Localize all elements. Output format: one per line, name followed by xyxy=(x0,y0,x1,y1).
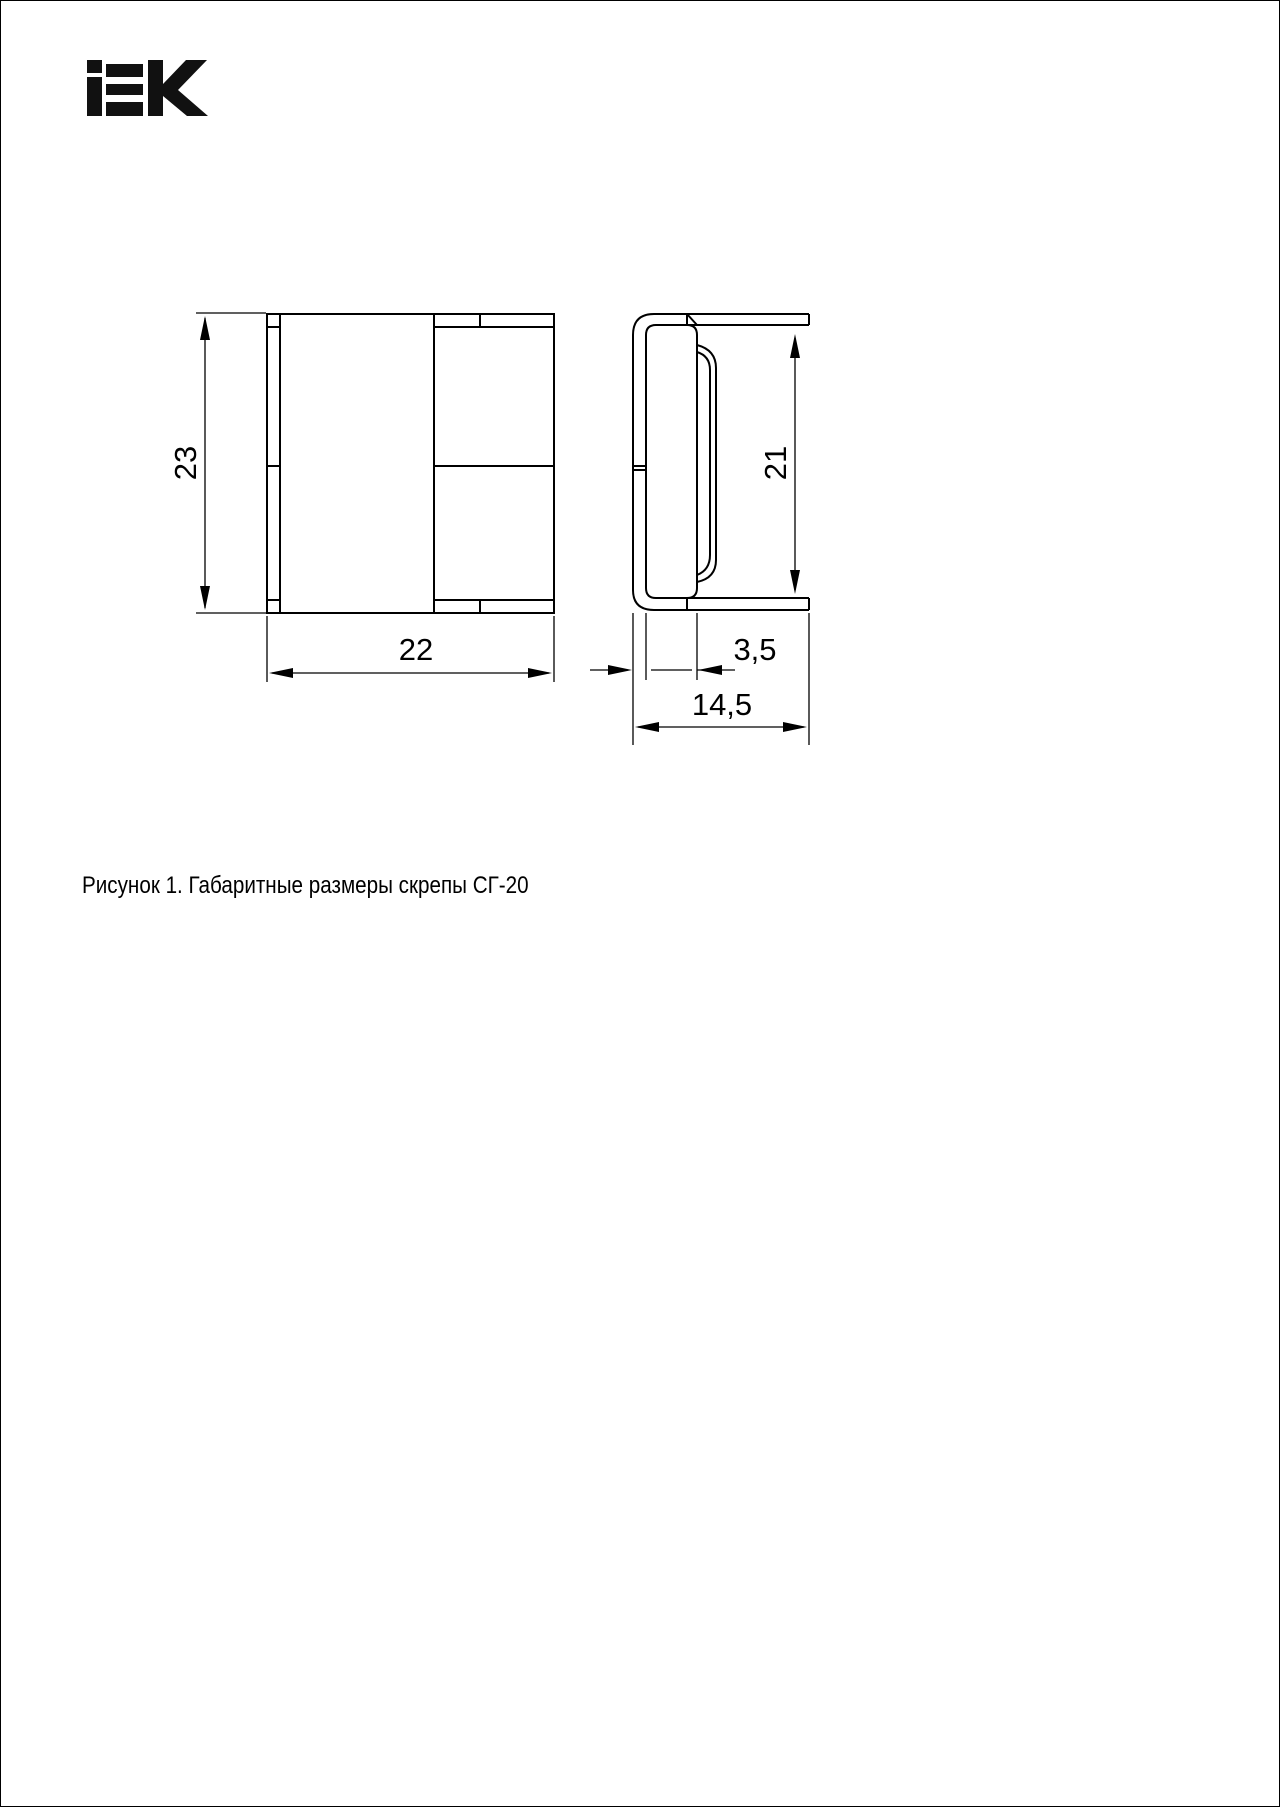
side-spring xyxy=(697,345,716,582)
front-view xyxy=(267,314,554,613)
figure-caption: Рисунок 1. Габаритные размеры скрепы СГ-20 xyxy=(82,872,529,899)
dim-label-depth-14-5: 14,5 xyxy=(691,687,753,722)
side-dimensions xyxy=(590,338,809,745)
arrowhead xyxy=(269,668,293,678)
arrowhead xyxy=(790,570,800,594)
arrowhead xyxy=(528,668,552,678)
dim-label-width-22: 22 xyxy=(398,632,434,667)
dim-label-height-21: 21 xyxy=(758,445,793,481)
front-outline xyxy=(267,314,554,613)
arrowhead xyxy=(635,722,659,732)
arrowhead xyxy=(608,665,632,675)
front-dimensions xyxy=(196,313,554,682)
arrowhead xyxy=(200,316,210,340)
arrowhead xyxy=(200,586,210,610)
side-arrowheads xyxy=(608,334,807,732)
side-inner-profile xyxy=(646,325,697,598)
arrowhead xyxy=(783,722,807,732)
front-arrowheads xyxy=(200,316,552,678)
iek-logo xyxy=(87,60,208,116)
arrowhead xyxy=(698,665,722,675)
dim-label-wall-3-5: 3,5 xyxy=(733,632,777,667)
arrowhead xyxy=(790,334,800,358)
dim-label-height-23: 23 xyxy=(168,445,203,481)
